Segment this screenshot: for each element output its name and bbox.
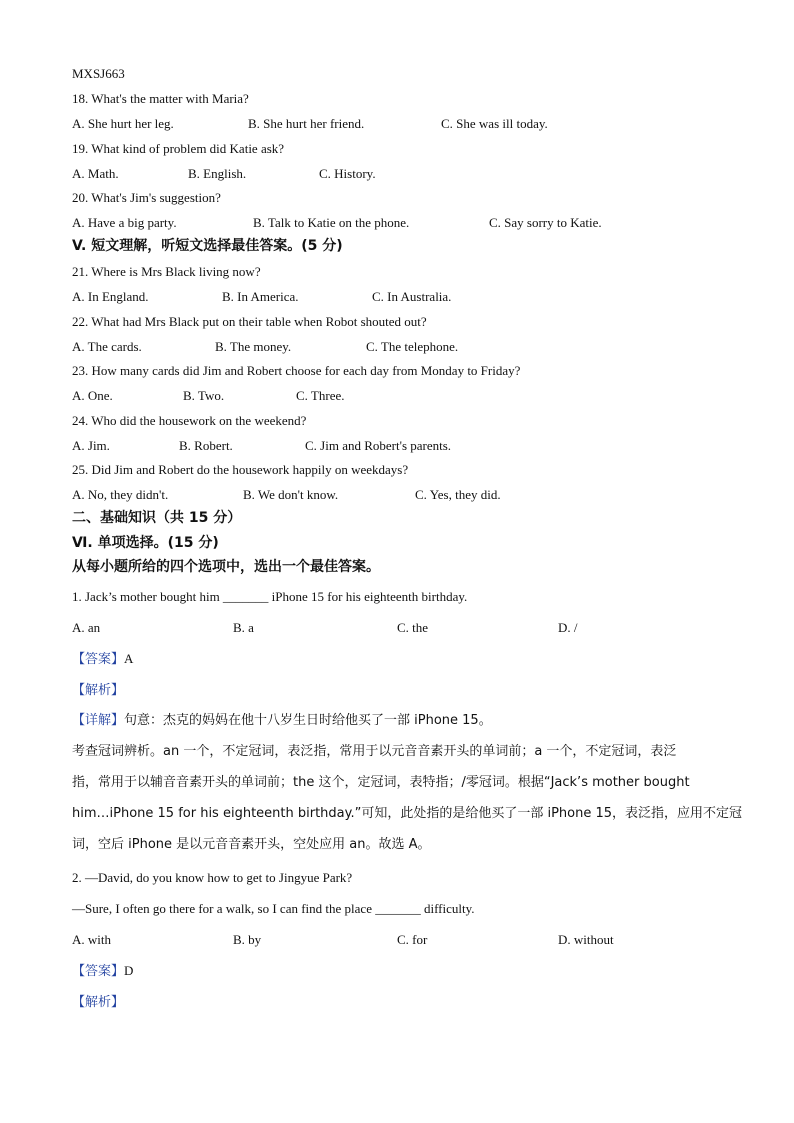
question-19: 19. What kind of problem did Katie ask? (72, 141, 285, 156)
q19-option-a: A. Math. (72, 166, 119, 181)
mc1-option-d: D. / (558, 620, 578, 635)
q24-option-c: C. Jim and Robert's parents. (305, 438, 452, 453)
mc2-option-c: C. for (397, 932, 428, 947)
detail-line: 指，常用于以辅音音素开头的单词前；the 这个，定冠词，表特指；/零冠词。根据“Jack’s mother bought (72, 775, 690, 790)
question-22: 22. What had Mrs Black put on their table when Robot shouted out? (72, 314, 427, 329)
q23-option-c: C. Three. (296, 388, 345, 403)
question-20: 20. What's Jim's suggestion? (72, 190, 221, 205)
q22-option-a: A. The cards. (72, 339, 142, 354)
q19-option-b: B. English. (188, 166, 247, 181)
q25-option-c: C. Yes, they did. (415, 487, 501, 502)
detail-line: him…iPhone 15 for his eighteenth birthday.”可知，此处指的是给他买了一部 iPhone 15，表泛指，应用不定冠 (72, 806, 743, 821)
mc-question-2-line-1: 2. —David, do you know how to get to Jingyue Park? (72, 870, 353, 885)
mc2-answer (72, 963, 133, 980)
q19-option-c: C. History. (319, 166, 376, 181)
q18-option-b: B. She hurt her friend. (248, 116, 365, 131)
q21-option-b: B. In America. (222, 289, 299, 304)
mc1-option-b: B. a (233, 620, 254, 635)
q21-option-a: A. In England. (72, 289, 149, 304)
section-5-heading: V. 短文理解，听短文选择最佳答案。(5 分) (72, 238, 343, 254)
q20-option-a: A. Have a big party. (72, 215, 177, 230)
mc1-analysis (72, 682, 124, 699)
detail-label: 【详解】 (72, 713, 125, 728)
q22-option-c: C. The telephone. (366, 339, 459, 354)
q20-option-c: C. Say sorry to Katie. (489, 215, 602, 230)
mc2-option-d: D. without (558, 932, 614, 947)
mc1-option-a: A. an (72, 620, 101, 635)
question-25: 25. Did Jim and Robert do the housework happily on weekdays? (72, 462, 409, 477)
q22-option-b: B. The money. (215, 339, 292, 354)
mc1-answer (72, 651, 133, 668)
mc1-option-c: C. the (397, 620, 429, 635)
part-2-heading: 二、基础知识（共 15 分） (72, 510, 242, 526)
document-code: MXSJ663 (72, 66, 125, 81)
mc2-analysis (72, 994, 124, 1011)
section-6-heading: Ⅵ. 单项选择。(15 分) (72, 535, 219, 551)
detail-line: 【详解】句意：杰克的妈妈在他十八岁生日时给他买了一部 iPhone 15。 (72, 713, 492, 728)
answer-label: 【答案】 (72, 652, 125, 667)
q24-option-b: B. Robert. (179, 438, 233, 453)
mc-question-2-line-2: —Sure, I often go there for a walk, so I can find the place _______ difficulty. (72, 901, 475, 916)
q24-option-a: A. Jim. (72, 438, 110, 453)
question-18: 18. What's the matter with Maria? (72, 91, 249, 106)
analysis-label: 【解析】 (72, 995, 125, 1010)
answer-label: 【答案】 (72, 964, 125, 979)
q23-option-b: B. Two. (183, 388, 225, 403)
mc2-option-b: B. by (233, 932, 262, 947)
answer-value: A (124, 651, 134, 666)
q18-option-a: A. She hurt her leg. (72, 116, 174, 131)
answer-value: D (124, 963, 134, 978)
q25-option-a: A. No, they didn't. (72, 487, 169, 502)
analysis-label: 【解析】 (72, 683, 125, 698)
question-24: 24. Who did the housework on the weekend? (72, 413, 307, 428)
question-23: 23. How many cards did Jim and Robert choose for each day from Monday to Friday? (72, 363, 521, 378)
q25-option-b: B. We don't know. (243, 487, 339, 502)
q21-option-c: C. In Australia. (372, 289, 452, 304)
detail-line: 考查冠词辨析。an 一个，不定冠词，表泛指，常用于以元音音素开头的单词前；a 一个，不定冠词，表泛 (72, 744, 677, 759)
mc1-detail-paragraph (72, 705, 743, 860)
mc2-option-a: A. with (72, 932, 111, 947)
instruction: 从每小题所给的四个选项中，选出一个最佳答案。 (72, 559, 380, 575)
q20-option-b: B. Talk to Katie on the phone. (253, 215, 410, 230)
detail-line: 词，空后 iPhone 是以元音音素开头，空处应用 an。故选 A。 (72, 837, 431, 852)
mc-question-1: 1. Jack’s mother bought him _______ iPhone 15 for his eighteenth birthday. (72, 589, 468, 604)
q23-option-a: A. One. (72, 388, 113, 403)
q18-option-c: C. She was ill today. (441, 116, 548, 131)
question-21: 21. Where is Mrs Black living now? (72, 264, 261, 279)
